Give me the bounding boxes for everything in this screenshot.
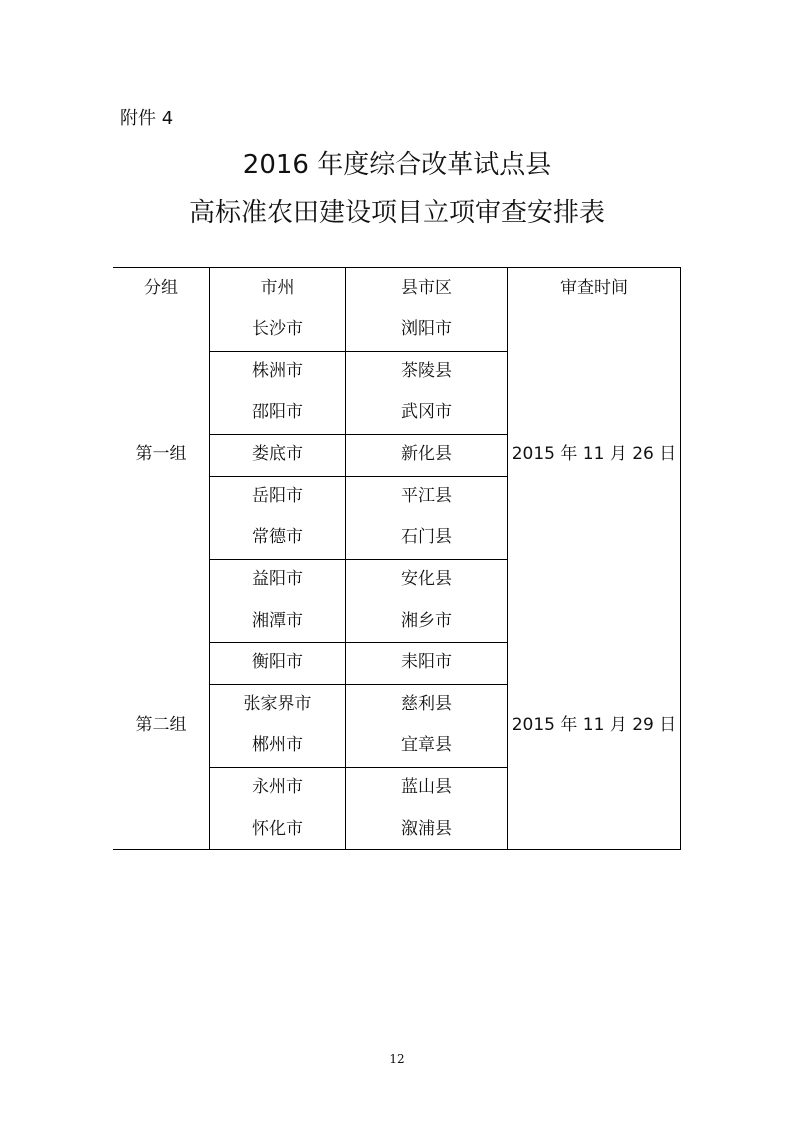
city-cell: 郴州市 <box>252 735 303 755</box>
attachment-label: 附件 4 <box>120 108 174 129</box>
page-number: 12 <box>389 1052 405 1066</box>
county-cell: 石门县 <box>401 527 452 547</box>
county-cell: 湘乡市 <box>401 611 452 631</box>
group-name: 第一组 <box>135 444 187 464</box>
county-cell: 浏阳市 <box>401 319 452 339</box>
county-cell: 宜章县 <box>401 735 452 755</box>
header-review-time: 审查时间 <box>560 278 628 298</box>
county-cell: 茶陵县 <box>401 361 452 381</box>
city-cell: 湘潭市 <box>252 611 303 631</box>
table-grid-lines <box>113 267 681 850</box>
county-cell: 溆浦县 <box>401 819 452 839</box>
city-cell: 常德市 <box>252 527 303 547</box>
county-cell: 武冈市 <box>401 402 452 422</box>
county-cell: 耒阳市 <box>401 652 452 672</box>
city-cell: 永州市 <box>252 777 303 797</box>
header-county: 县市区 <box>401 278 452 298</box>
city-cell: 益阳市 <box>252 569 303 589</box>
header-group: 分组 <box>144 278 178 298</box>
county-cell: 平江县 <box>401 486 452 506</box>
review-date: 2015 年 11 月 29 日 <box>511 715 677 735</box>
city-cell: 怀化市 <box>252 819 303 839</box>
city-cell: 娄底市 <box>252 444 303 464</box>
county-cell: 新化县 <box>401 444 452 464</box>
group-name: 第二组 <box>135 715 187 735</box>
city-cell: 邵阳市 <box>252 402 303 422</box>
county-cell: 慈利县 <box>401 694 452 714</box>
county-cell: 安化县 <box>401 569 452 589</box>
review-date: 2015 年 11 月 26 日 <box>511 444 677 464</box>
city-cell: 株洲市 <box>252 361 303 381</box>
document-title-line-2: 高标准农田建设项目立项审查安排表 <box>188 198 605 228</box>
city-cell: 长沙市 <box>252 319 303 339</box>
header-city: 市州 <box>260 278 295 298</box>
review-schedule-table <box>113 267 681 850</box>
document-title-line-1: 2016 年度综合改革试点县 <box>242 150 552 180</box>
city-cell: 衡阳市 <box>252 652 303 672</box>
city-cell: 张家界市 <box>243 694 312 714</box>
county-cell: 蓝山县 <box>401 777 452 797</box>
city-cell: 岳阳市 <box>252 486 303 506</box>
